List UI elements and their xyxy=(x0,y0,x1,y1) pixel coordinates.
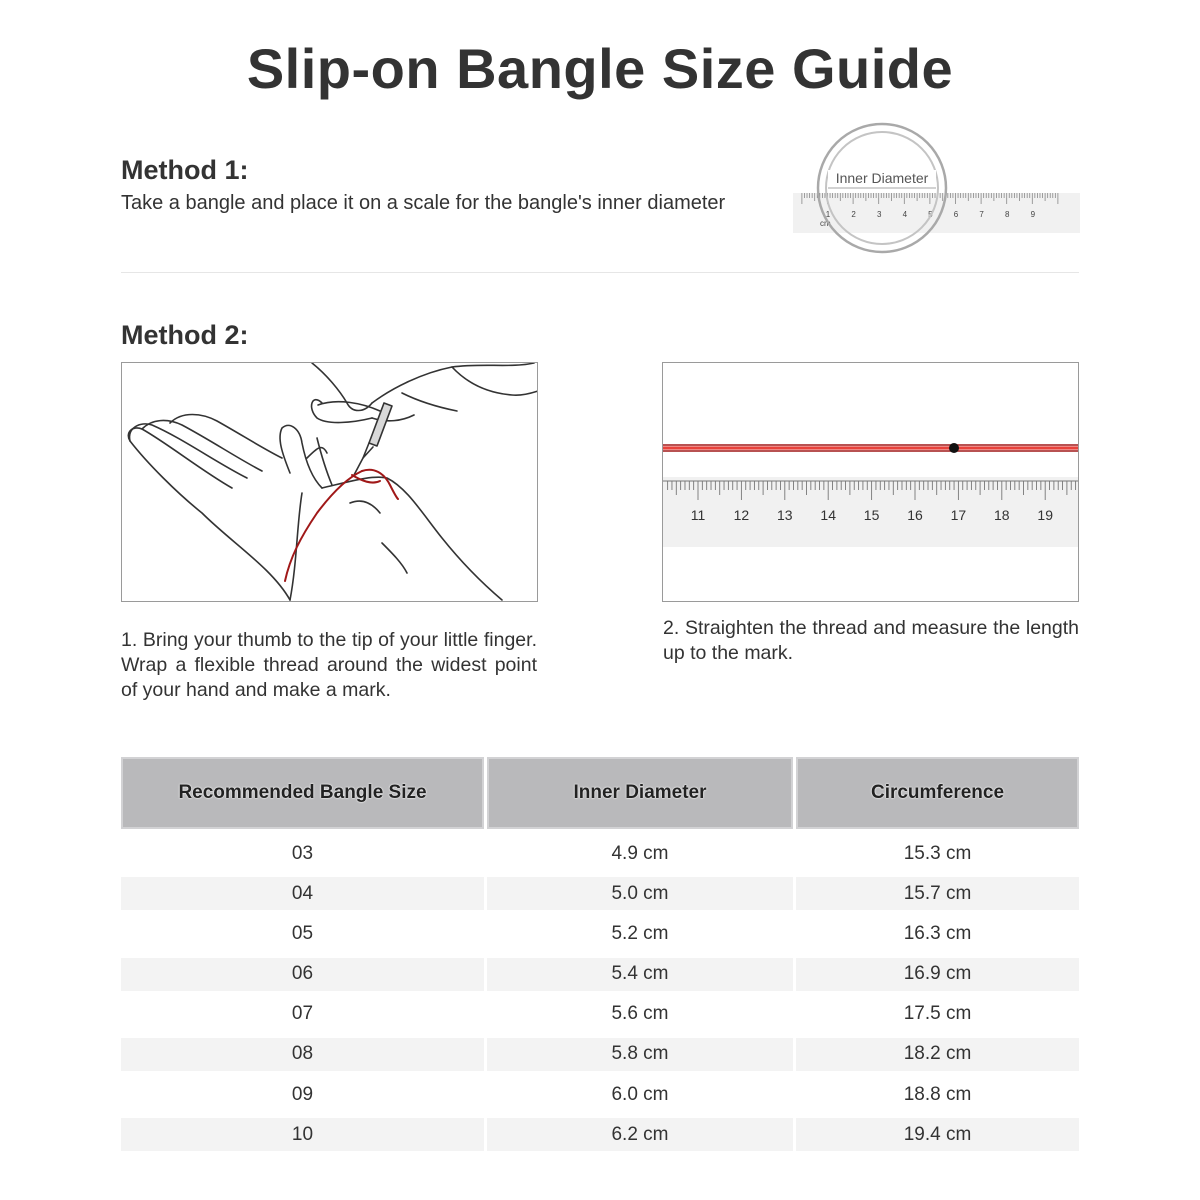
ruler-number: 2 xyxy=(851,210,856,219)
cell-inner-diameter: 5.2 cm xyxy=(611,922,669,944)
thread-mark-dot xyxy=(949,443,959,453)
cell-size: 03 xyxy=(291,842,314,864)
ruler-number: 15 xyxy=(863,507,880,523)
table-body xyxy=(121,837,1079,1151)
cell-size: 04 xyxy=(121,877,484,910)
step2-caption: 2. Straighten the thread and measure the length up to the mark. xyxy=(663,617,1079,664)
cell-size: 09 xyxy=(291,1083,314,1105)
cell-inner-diameter: 5.4 cm xyxy=(487,958,793,991)
header-circumference: Circumference xyxy=(796,757,1079,829)
method2-heading: Method 2: xyxy=(121,320,249,350)
ruler-number: 14 xyxy=(820,507,836,523)
ruler-number: 3 xyxy=(876,210,882,219)
cell-size: 08 xyxy=(121,1038,484,1071)
thread-ruler-illustration xyxy=(663,363,1079,602)
page-title: Slip-on Bangle Size Guide xyxy=(246,37,954,100)
table-row xyxy=(121,877,1079,910)
table-row xyxy=(121,1118,1079,1151)
cell-size: 10 xyxy=(121,1118,484,1151)
ruler-number: 12 xyxy=(733,507,750,523)
ruler-number: 17 xyxy=(950,507,967,523)
bangle-ruler-illustration xyxy=(790,120,1085,260)
method1-heading: Method 1: xyxy=(121,155,249,185)
cell-circumference: 19.4 cm xyxy=(796,1118,1079,1151)
ruler-number: 18 xyxy=(994,507,1010,523)
step1-caption: 1. Bring your thumb to the tip of your little finger. Wrap a flexible thread around the widest point of your hand and make a mark. xyxy=(121,629,537,701)
ruler-number: 6 xyxy=(953,210,959,219)
cell-inner-diameter: 5.0 cm xyxy=(487,877,793,910)
header-recommended-size: Recommended Bangle Size xyxy=(121,757,484,829)
inner-diameter-label: Inner Diameter xyxy=(835,170,929,186)
header-inner-diameter: Inner Diameter xyxy=(487,757,793,829)
table-row xyxy=(121,837,1079,870)
cell-inner-diameter: 5.8 cm xyxy=(487,1038,793,1071)
cell-circumference: 18.8 cm xyxy=(903,1083,972,1105)
thread-ruler-panel xyxy=(662,362,1079,602)
table-row xyxy=(121,998,1079,1031)
cell-circumference: 15.7 cm xyxy=(796,877,1079,910)
table-row xyxy=(121,1078,1079,1111)
ruler-number: 13 xyxy=(777,507,793,523)
cell-circumference: 16.9 cm xyxy=(796,958,1079,991)
ruler-number: 1 xyxy=(825,210,831,219)
cell-circumference: 16.3 cm xyxy=(903,922,972,944)
ruler-number: 5 xyxy=(928,210,933,219)
cell-inner-diameter: 6.2 cm xyxy=(487,1118,793,1151)
size-table xyxy=(121,757,1079,1151)
ruler-number: 11 xyxy=(690,507,706,523)
cell-circumference: 18.2 cm xyxy=(796,1038,1079,1071)
table-row xyxy=(121,958,1079,991)
table-row xyxy=(121,1038,1079,1071)
section-divider xyxy=(121,272,1079,273)
hand-illustration-panel xyxy=(121,362,538,602)
cell-size: 05 xyxy=(291,922,314,944)
cell-inner-diameter: 4.9 cm xyxy=(611,842,669,864)
ruler-number: 19 xyxy=(1037,507,1053,523)
cell-circumference: 15.3 cm xyxy=(903,842,972,864)
ruler-number: 8 xyxy=(1004,210,1010,219)
cell-size: 06 xyxy=(121,958,484,991)
ruler-unit-label: cm xyxy=(820,219,831,228)
cell-size: 07 xyxy=(291,1003,314,1025)
hand-thread-icon xyxy=(122,363,538,602)
cell-circumference: 17.5 cm xyxy=(903,1003,972,1025)
table-row xyxy=(121,917,1079,950)
cell-inner-diameter: 5.6 cm xyxy=(611,1003,669,1025)
ruler-number: 7 xyxy=(979,210,984,219)
table-header-row xyxy=(121,757,1079,829)
ruler-number: 4 xyxy=(902,210,908,219)
method1-text: Take a bangle and place it on a scale for the bangle's inner diameter xyxy=(121,192,726,214)
ruler-number: 16 xyxy=(907,507,923,523)
cell-inner-diameter: 6.0 cm xyxy=(611,1083,669,1105)
ruler-number: 9 xyxy=(1030,210,1036,219)
